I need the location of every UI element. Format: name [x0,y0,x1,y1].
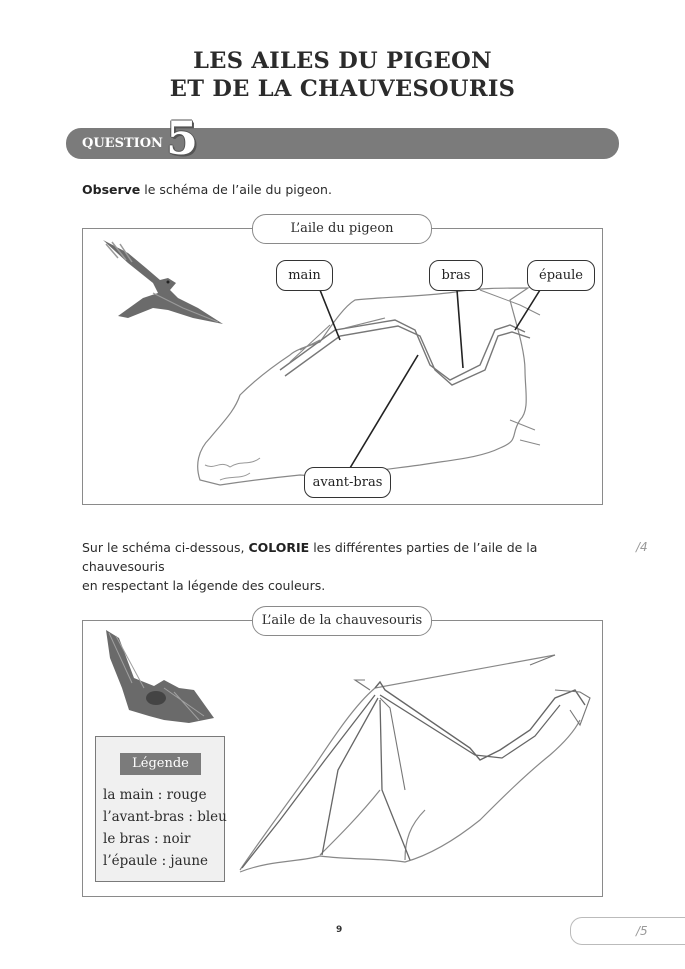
instruction-colorie-verb: COLORIE [248,540,310,555]
label-epaule-pigeon: épaule [527,260,595,291]
label-avant-bras-pigeon: avant-bras [304,467,391,498]
legend-item-avant-bras: l’avant-bras : bleu [103,809,227,825]
total-score: /5 [636,924,648,938]
legend-item-bras: le bras : noir [103,831,191,847]
pigeon-caption: L’aile du pigeon [252,214,432,244]
bat-wing-drawing [230,650,600,885]
question-score: /4 [636,540,648,554]
legend-item-main: la main : rouge [103,787,207,803]
question-label: QUESTION [82,136,163,151]
legend-item-epaule: l’épaule : jaune [103,853,209,869]
instruction-colorie-rest: les différentes parties de l’aile de la chauvesouris [82,540,538,574]
instruction-observe-verb: Observe [82,182,141,197]
legend-title: Légende [120,753,201,775]
instruction-colorie-start: Sur le schéma ci-dessous, [82,540,249,555]
color-legend [95,736,225,882]
bat-caption: L’aile de la chauvesouris [252,606,432,636]
label-bras-pigeon: bras [429,260,483,291]
label-main-pigeon: main [276,260,333,291]
title-line-1: LES AILES DU PIGEON [193,48,492,74]
instruction-colorie-line2: en respectant la légende des couleurs. [82,578,326,593]
instruction-colorie [82,538,622,595]
instruction-observe-text: le schéma de l’aile du pigeon. [140,182,332,197]
page-number: 9 [336,925,343,935]
question-number: 5 [166,111,199,165]
bat-photo-icon [104,628,219,728]
instruction-colorie-line1 [82,538,622,576]
total-score-box [570,917,685,945]
title-line-2: ET DE LA CHAUVESOURIS [169,76,516,102]
